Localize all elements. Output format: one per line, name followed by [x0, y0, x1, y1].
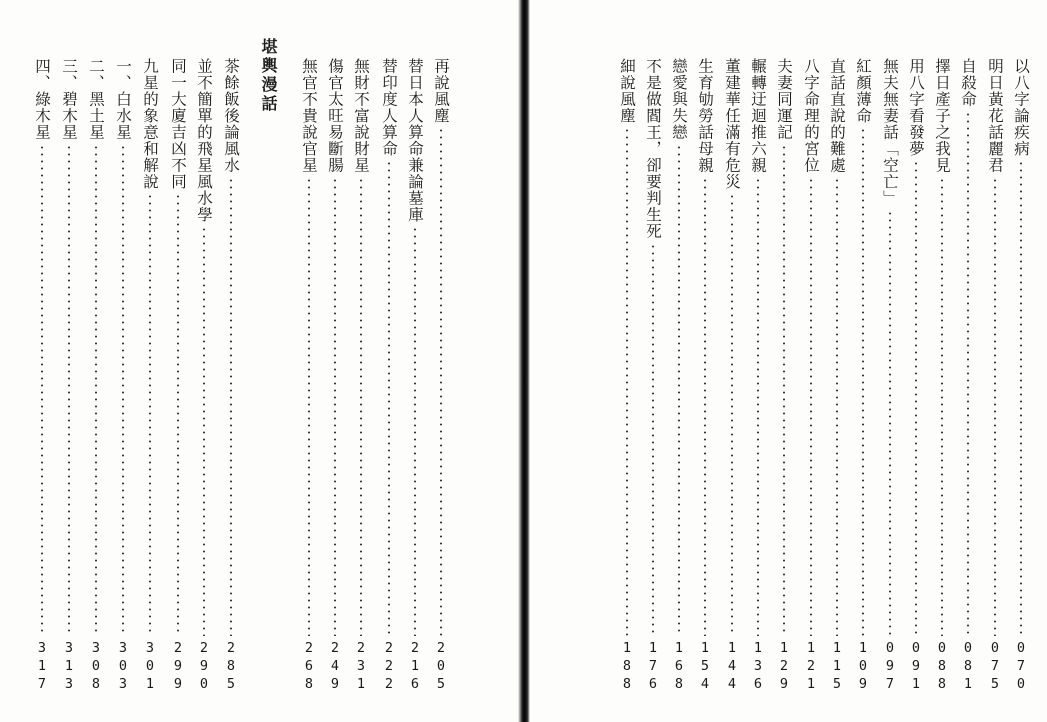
toc-entry-title: 替日本人算命兼論墓庫 — [406, 58, 424, 223]
toc-entry-page-number: 121 — [803, 640, 819, 694]
toc-entry-title: 夫妻同運記 — [775, 58, 793, 141]
dot-leader — [836, 177, 838, 637]
toc-entry — [58, 58, 80, 694]
dot-leader — [652, 243, 654, 637]
dot-leader — [68, 144, 70, 637]
toc-entry — [1010, 58, 1032, 694]
toc-entry-title: 明日黃花話麗君 — [986, 58, 1004, 174]
dot-leader — [994, 177, 996, 637]
toc-entry — [193, 58, 215, 694]
toc-entry-title: 同一大廈吉凶不同 — [169, 58, 187, 190]
toc-entry-page-number: 097 — [882, 640, 898, 694]
toc-entry — [931, 58, 953, 694]
toc-entry-title: 再說風塵 — [432, 58, 450, 124]
toc-entry-page-number: 268 — [301, 640, 317, 694]
toc-entry-title: 生育劬勞話母親 — [696, 58, 714, 174]
toc-entry — [404, 58, 426, 694]
toc-entry — [112, 58, 134, 694]
dot-leader — [308, 177, 310, 637]
toc-entry-page-number: 301 — [142, 640, 158, 694]
toc-entry-title: 並不簡單的飛星風水學 — [195, 58, 213, 223]
toc-entry-title: 三、碧木星 — [60, 58, 78, 141]
dot-leader — [177, 193, 179, 636]
toc-entry-page-number: 205 — [433, 640, 449, 694]
dot-leader — [41, 144, 43, 637]
dot-leader — [889, 210, 891, 637]
dot-leader — [783, 144, 785, 637]
toc-entry-page-number: 231 — [353, 640, 369, 694]
toc-entry-page-number: 129 — [776, 640, 792, 694]
toc-entry-page-number: 303 — [115, 640, 131, 694]
toc-entry-page-number: 144 — [724, 640, 740, 694]
left-toc — [0, 0, 522, 722]
toc-entry-page-number: 109 — [855, 640, 871, 694]
toc-entry-page-number: 075 — [987, 640, 1003, 694]
toc-entry-page-number: 188 — [619, 640, 635, 694]
dot-leader — [862, 127, 864, 636]
toc-entry-title: 以八字論疾病 — [1012, 58, 1030, 157]
toc-entry-title: 自殺命 — [959, 58, 977, 108]
toc-entry — [31, 58, 53, 694]
toc-entry — [85, 58, 107, 694]
toc-entry-page-number: 216 — [407, 640, 423, 694]
dot-leader — [678, 144, 680, 637]
toc-entry-title: 紅顏薄命 — [854, 58, 872, 124]
toc-entry-page-number: 249 — [327, 640, 343, 694]
toc-entry — [879, 58, 901, 694]
toc-entry-page-number: 299 — [170, 640, 186, 694]
toc-entry-page-number: 070 — [1013, 640, 1029, 694]
right-toc — [532, 0, 1047, 722]
dot-leader — [626, 127, 628, 636]
toc-entry — [721, 58, 743, 694]
toc-entry — [220, 58, 242, 694]
toc-entry — [957, 58, 979, 694]
toc-entry-title: 茶餘飯後論風水 — [222, 58, 240, 174]
toc-entry — [298, 58, 320, 694]
toc-entry-title: 無夫無妻話「空亡」 — [881, 58, 899, 207]
toc-entry — [616, 58, 638, 694]
section-heading: 堪輿漫話 — [259, 38, 278, 114]
toc-entry — [378, 58, 400, 694]
toc-entry — [747, 58, 769, 694]
toc-entry-page-number: 091 — [908, 640, 924, 694]
toc-entry-title: 不是做閻王，卻要判生死 — [644, 58, 662, 240]
toc-entry-page-number: 115 — [829, 640, 845, 694]
toc-entry-page-number: 313 — [61, 640, 77, 694]
toc-entry-page-number: 285 — [223, 640, 239, 694]
toc-entry — [905, 58, 927, 694]
toc-entry-title: 無財不富說財星 — [352, 58, 370, 174]
dot-leader — [360, 177, 362, 637]
toc-entry-page-number: 308 — [88, 640, 104, 694]
toc-entry-title: 四、綠木星 — [33, 58, 51, 141]
toc-entry — [139, 58, 161, 694]
dot-leader — [414, 226, 416, 636]
left-page — [0, 0, 522, 722]
toc-entry — [350, 58, 372, 694]
toc-entry-title: 九星的象意和解說 — [141, 58, 159, 190]
toc-entry — [852, 58, 874, 694]
toc-entry — [668, 58, 690, 694]
toc-entry — [826, 58, 848, 694]
toc-entry — [773, 58, 795, 694]
toc-entry — [694, 58, 716, 694]
toc-entry-page-number: 168 — [671, 640, 687, 694]
dot-leader — [757, 177, 759, 637]
toc-entry — [167, 58, 189, 694]
dot-leader — [230, 177, 232, 637]
dot-leader — [440, 127, 442, 636]
toc-entry-title: 董建華任滿有危災 — [723, 58, 741, 190]
toc-entry-title: 直話直說的難處 — [828, 58, 846, 174]
toc-entry-title: 傷官太旺易斷腸 — [326, 58, 344, 174]
dot-leader — [95, 144, 97, 637]
toc-entry-title: 擇日產子之我見 — [933, 58, 951, 174]
dot-leader — [704, 177, 706, 637]
toc-entry-page-number: 136 — [750, 640, 766, 694]
toc-entry — [430, 58, 452, 694]
toc-entry-title: 戀愛與失戀 — [670, 58, 688, 141]
toc-entry-page-number: 222 — [381, 640, 397, 694]
toc-entry-page-number: 317 — [34, 640, 50, 694]
dot-leader — [334, 177, 336, 637]
toc-entry-title: 替印度人算命 — [380, 58, 398, 157]
toc-entry-page-number: 154 — [697, 640, 713, 694]
toc-entry-title: 細說風塵 — [618, 58, 636, 124]
toc-entry-title: 二、黑土星 — [87, 58, 105, 141]
dot-leader — [941, 177, 943, 637]
dot-leader — [967, 111, 969, 637]
dot-leader — [915, 160, 917, 636]
dot-leader — [731, 193, 733, 636]
toc-entry — [324, 58, 346, 694]
dot-leader — [810, 177, 812, 637]
toc-entry — [984, 58, 1006, 694]
dot-leader — [388, 160, 390, 636]
toc-entry — [800, 58, 822, 694]
toc-entry — [642, 58, 664, 694]
toc-entry-page-number: 081 — [960, 640, 976, 694]
toc-entry-page-number: 088 — [934, 640, 950, 694]
dot-leader — [149, 193, 151, 636]
toc-entry-page-number: 290 — [196, 640, 212, 694]
dot-leader — [1020, 160, 1022, 636]
dot-leader — [122, 144, 124, 637]
toc-entry-title: 八字命理的宮位 — [802, 58, 820, 174]
right-page — [532, 0, 1047, 722]
toc-entry-title: 無官不貴說官星 — [300, 58, 318, 174]
toc-entry-title: 輾轉迂迴推六親 — [749, 58, 767, 174]
dot-leader — [203, 226, 205, 636]
toc-entry-page-number: 176 — [645, 640, 661, 694]
book-spine — [518, 0, 530, 722]
toc-entry-title: 一、白水星 — [114, 58, 132, 141]
toc-entry-title: 用八字看發夢 — [907, 58, 925, 157]
